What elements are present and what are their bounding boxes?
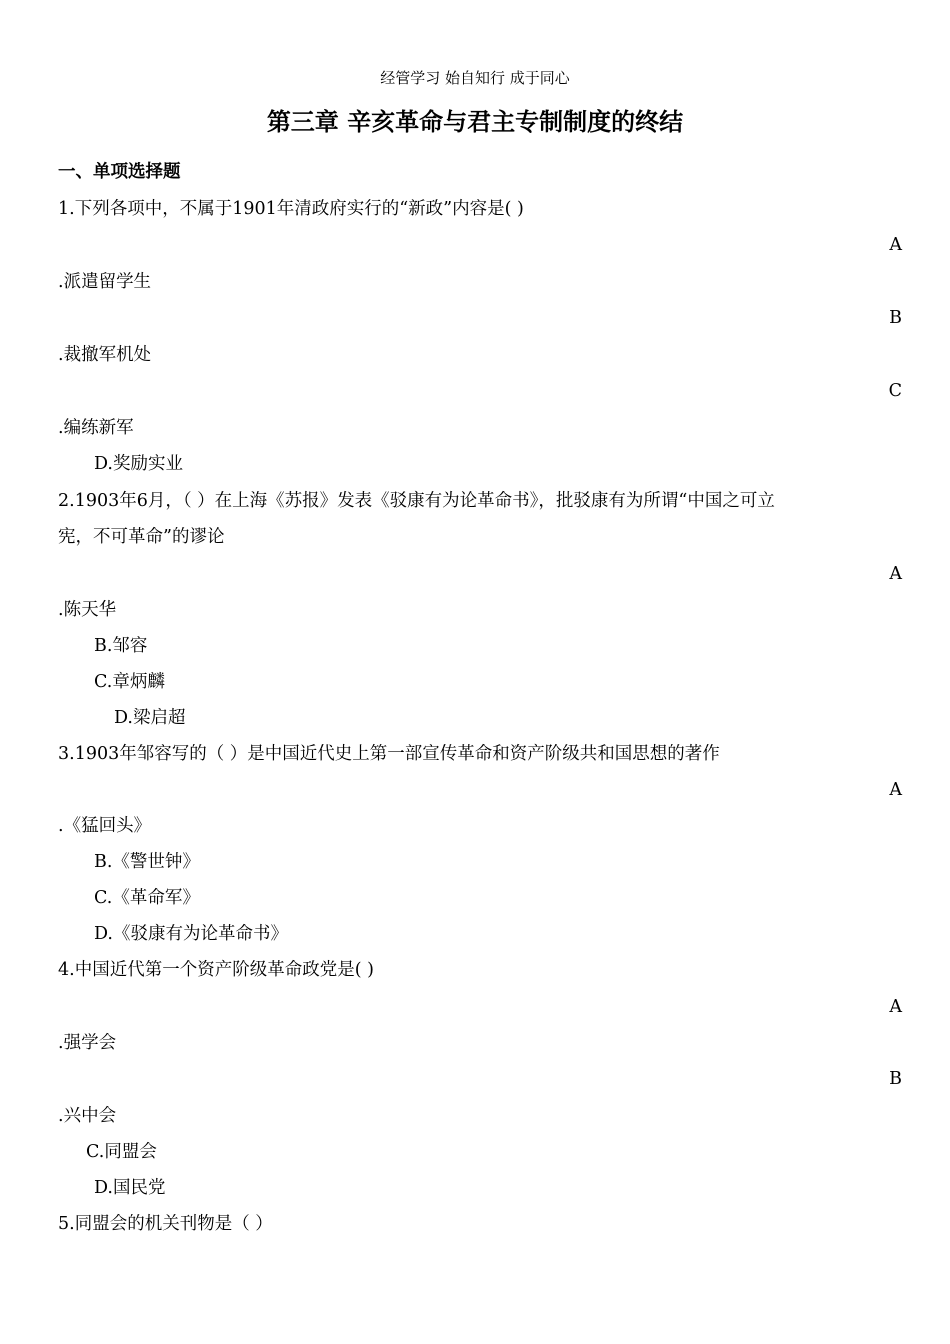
question-4-stem: 4.中国近代第一个资产阶级革命政党是( ) xyxy=(58,960,374,980)
question-4-option-b: .兴中会 xyxy=(58,1106,117,1126)
question-3-stem: 3.1903年邹容写的（ ）是中国近代史上第一部宣传革命和资产阶级共和国思想的著作 xyxy=(58,744,720,764)
question-2-option-b: B.邹容 xyxy=(94,636,148,656)
question-3-option-b: B.《警世钟》 xyxy=(94,852,200,872)
question-5-stem: 5.同盟会的机关刊物是（ ） xyxy=(58,1214,273,1234)
question-3-option-a: .《猛回头》 xyxy=(58,816,152,836)
question-4-option-a-letter: A xyxy=(889,997,902,1017)
question-1-option-b-letter: B xyxy=(889,308,902,328)
question-4-option-c: C.同盟会 xyxy=(86,1142,157,1162)
question-4-option-d: D.国民党 xyxy=(94,1178,166,1198)
question-1-option-a: .派遣留学生 xyxy=(58,272,152,292)
question-2-option-a-letter: A xyxy=(889,564,902,584)
question-2-option-c: C.章炳麟 xyxy=(94,672,165,692)
question-2-option-a: .陈天华 xyxy=(58,600,117,620)
question-1-option-b: .裁撤军机处 xyxy=(58,345,152,365)
question-1-option-c: .编练新军 xyxy=(58,418,134,438)
question-3-option-d: D.《驳康有为论革命书》 xyxy=(94,924,288,944)
question-1-stem: 1.下列各项中，不属于1901年清政府实行的“新政”内容是( ) xyxy=(58,199,524,219)
page-header: 经管学习 始自知行 成于同心 xyxy=(380,69,570,87)
question-3-option-a-letter: A xyxy=(889,780,902,800)
question-2-stem-line1: 2.1903年6月，（ ）在上海《苏报》发表《驳康有为论革命书》，批驳康有为所谓“中国之可立 xyxy=(58,491,775,511)
section-heading: 一、单项选择题 xyxy=(58,162,181,182)
question-2-option-d: D.梁启超 xyxy=(114,708,186,728)
question-4-option-b-letter: B xyxy=(889,1069,902,1089)
question-3-option-c: C.《革命军》 xyxy=(94,888,200,908)
question-1-option-d: D.奖励实业 xyxy=(94,454,183,474)
question-2-stem-line2: 宪，不可革命”的谬论 xyxy=(58,527,225,547)
page-title: 第三章 辛亥革命与君主专制制度的终结 xyxy=(266,107,684,136)
question-1-option-c-letter: C xyxy=(888,381,902,401)
question-4-option-a: .强学会 xyxy=(58,1033,117,1053)
question-1-option-a-letter: A xyxy=(889,235,902,255)
